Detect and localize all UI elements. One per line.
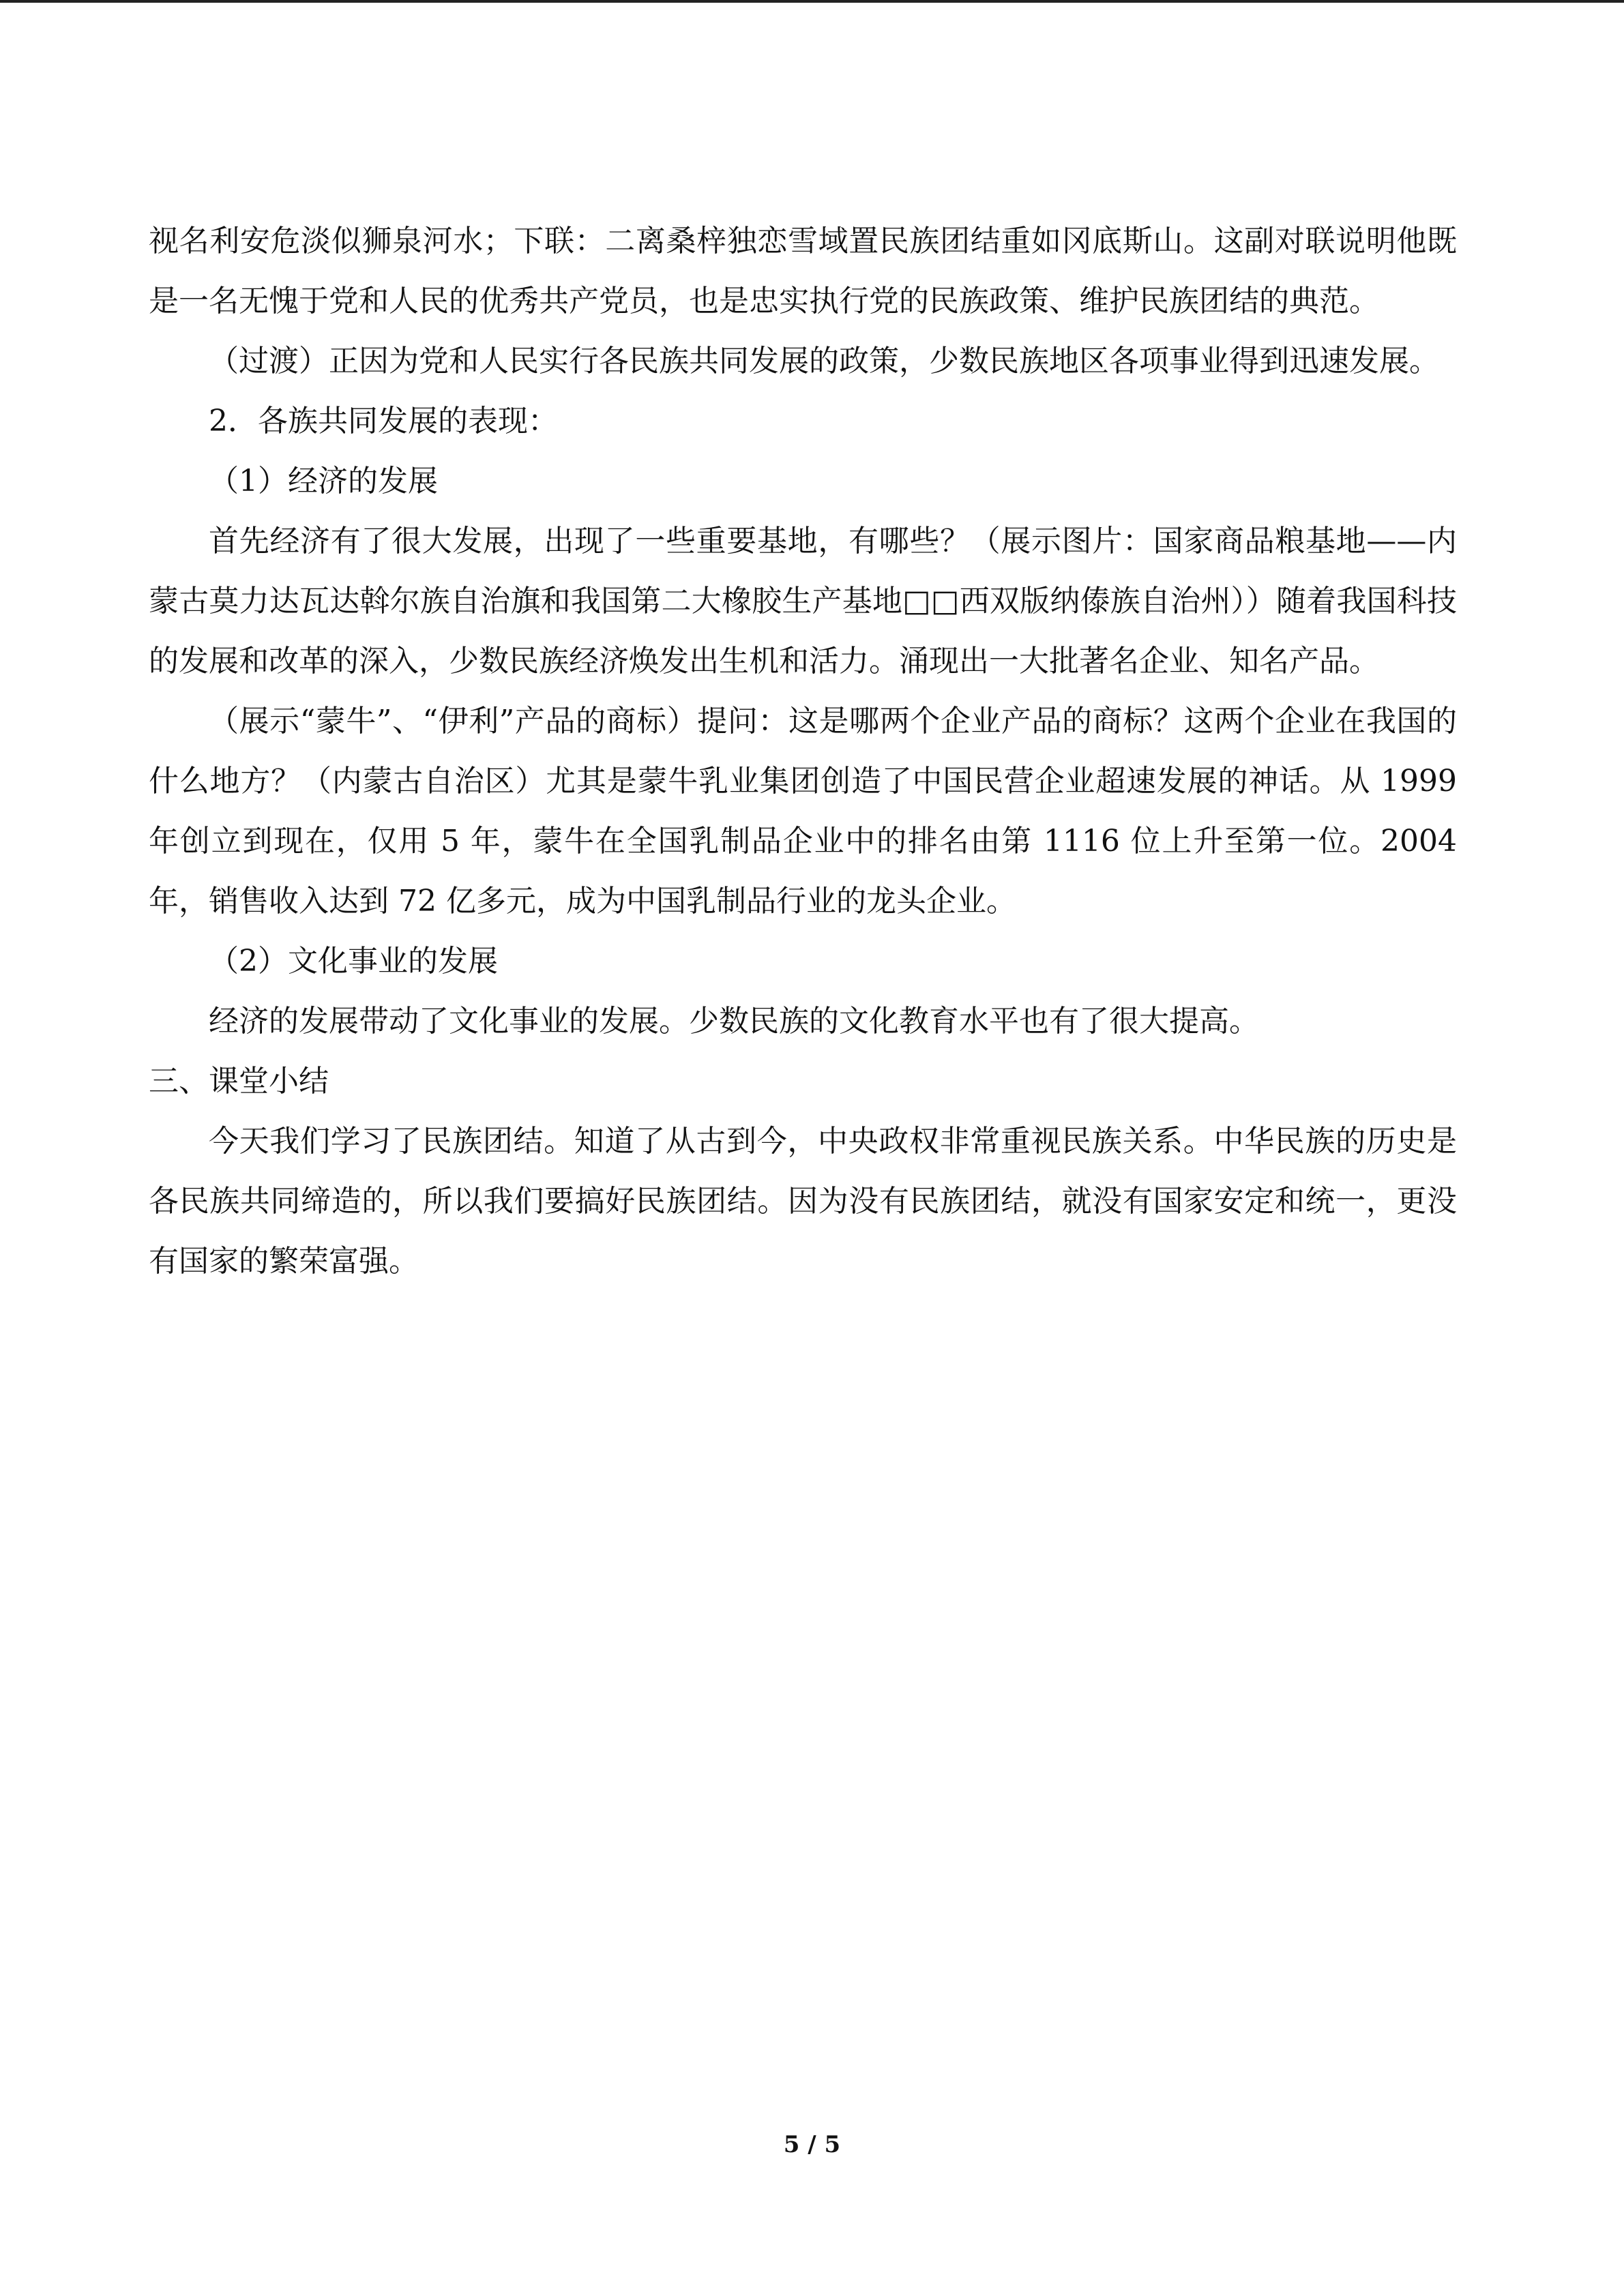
paragraph-transition: （过渡）正因为党和人民实行各民族共同发展的政策，少数民族地区各项事业得到迅速发展。 [209,344,1439,378]
page-number: 5 / 5 [783,2131,841,2158]
document-body [149,211,1457,1292]
paragraph-culture: 经济的发展带动了文化事业的发展。少数民族的文化教育水平也有了很大提高。 [209,1004,1259,1039]
subheading-culture: （2）文化事业的发展 [209,944,498,979]
paragraph-mengniu-yili: （展示“蒙牛”、“伊利”产品的商标）提问：这是哪两个企业产品的商标？这两个企业在我国的什么地方？（内蒙古自治区）尤其是蒙牛乳业集团创造了中国民营企业超速发展的神话。从 1999 年创立到现在，仅用 5 年，蒙牛在全国乳制品企业中的排名由第 1116 位上升至第一位。2004 年，销售收入达到 72 亿多元，成为中国乳制品行业的龙头企业。 [149,704,1457,919]
paragraph-couplet-continuation: 视名利安危淡似狮泉河水；下联：二离桑梓独恋雪域置民族团结重如冈底斯山。这副对联说明他既是一名无愧于党和人民的优秀共产党员，也是忠实执行党的民族政策、维护民族团结的典范。 [149,224,1457,318]
paragraph-economic-bases: 首先经济有了很大发展，出现了一些重要基地，有哪些？（展示图片：国家商品粮基地——内蒙古莫力达瓦达斡尔族自治旗和我国第二大橡胶生产基地□□西双版纳傣族自治州））随着我国科技的发展和改革的深入，少数民族经济焕发出生机和活力。涌现出一大批著名企业、知名产品。 [149,524,1457,679]
heading-common-development: 2．各族共同发展的表现： [209,404,558,438]
heading-class-summary: 三、课堂小结 [149,1064,329,1099]
subheading-economy: （1）经济的发展 [209,464,438,498]
top-border-line [0,0,1624,3]
paragraph-summary: 今天我们学习了民族团结。知道了从古到今，中央政权非常重视民族关系。中华民族的历史是各民族共同缔造的，所以我们要搞好民族团结。因为没有民族团结，就没有国家安定和统一，更没有国家的繁荣富强。 [149,1124,1457,1279]
